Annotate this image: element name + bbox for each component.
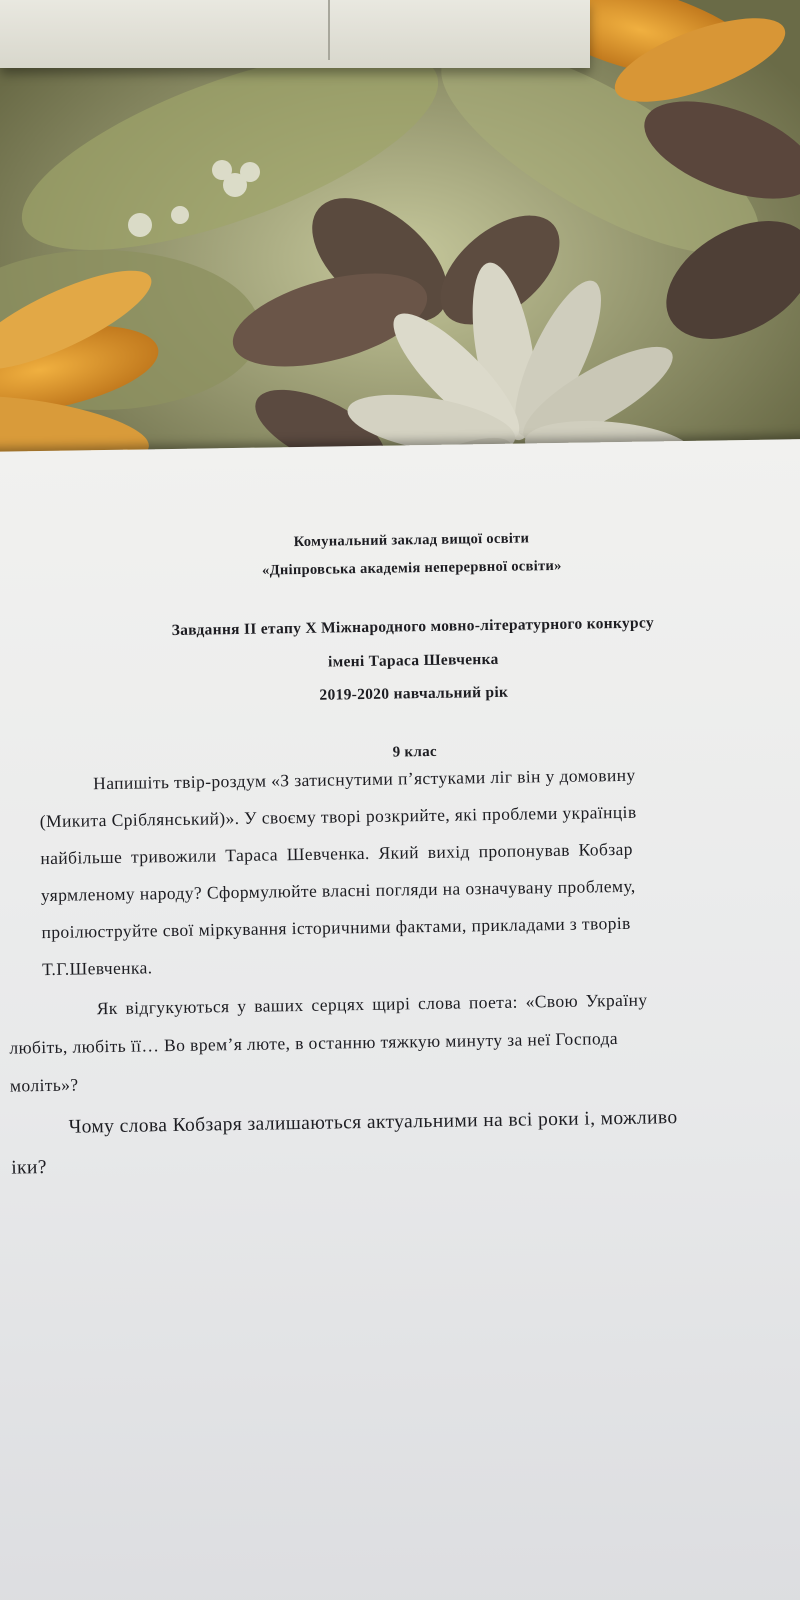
paragraph-1-line-6: Т.Г.Шевченка. bbox=[41, 957, 153, 980]
institution-line-2: «Дніпровська академія неперервної освіти» bbox=[261, 557, 562, 579]
grade-label: 9 клас bbox=[392, 743, 438, 761]
institution-line-1: Комунальний заклад вищої освіти bbox=[293, 530, 530, 551]
paragraph-1-line-2: (Микита Сріблянський)». У своєму творі розкрийте, які проблеми українців bbox=[39, 801, 637, 832]
paragraph-3-line-2: іки? bbox=[11, 1157, 48, 1179]
title-line-2: імені Тараса Шевченка bbox=[327, 650, 499, 671]
title-line-1: Завдання ІІ етапу Х Міжнародного мовно-літературного конкурсу bbox=[171, 614, 655, 640]
paragraph-1-line-1: Напишіть твір-роздум «З затиснутими п’ястуками ліг він у домовину bbox=[93, 764, 636, 794]
top-paper-fold bbox=[328, 0, 330, 60]
paragraph-2-line-1: Як відгукуються у ваших серцях щирі слова поета: «Свою Україну bbox=[96, 989, 648, 1019]
paragraph-1-line-5: проілюструйте свої міркування історичними фактами, прикладами з творів bbox=[41, 912, 631, 943]
paragraph-2-line-3: моліть»? bbox=[9, 1074, 79, 1096]
paragraph-3-line-1: Чому слова Кобзаря залишаються актуальними на всі роки і, можливо bbox=[68, 1107, 678, 1138]
paragraph-1-line-3: найбільше тривожили Тараса Шевченка. Який вихід пропонував Кобзар bbox=[40, 838, 634, 869]
document-sheet bbox=[0, 438, 800, 1600]
paragraph-1-line-4: уярмленому народу? Сформулюйте власні погляди на означувану проблему, bbox=[40, 875, 636, 906]
title-line-3: 2019-2020 навчальний рік bbox=[319, 683, 509, 704]
paragraph-2-line-2: любіть, любіть її… Во врем’я люте, в останню тяжкую минуту за неї Господа bbox=[9, 1028, 619, 1058]
top-paper-sheet bbox=[0, 0, 590, 68]
